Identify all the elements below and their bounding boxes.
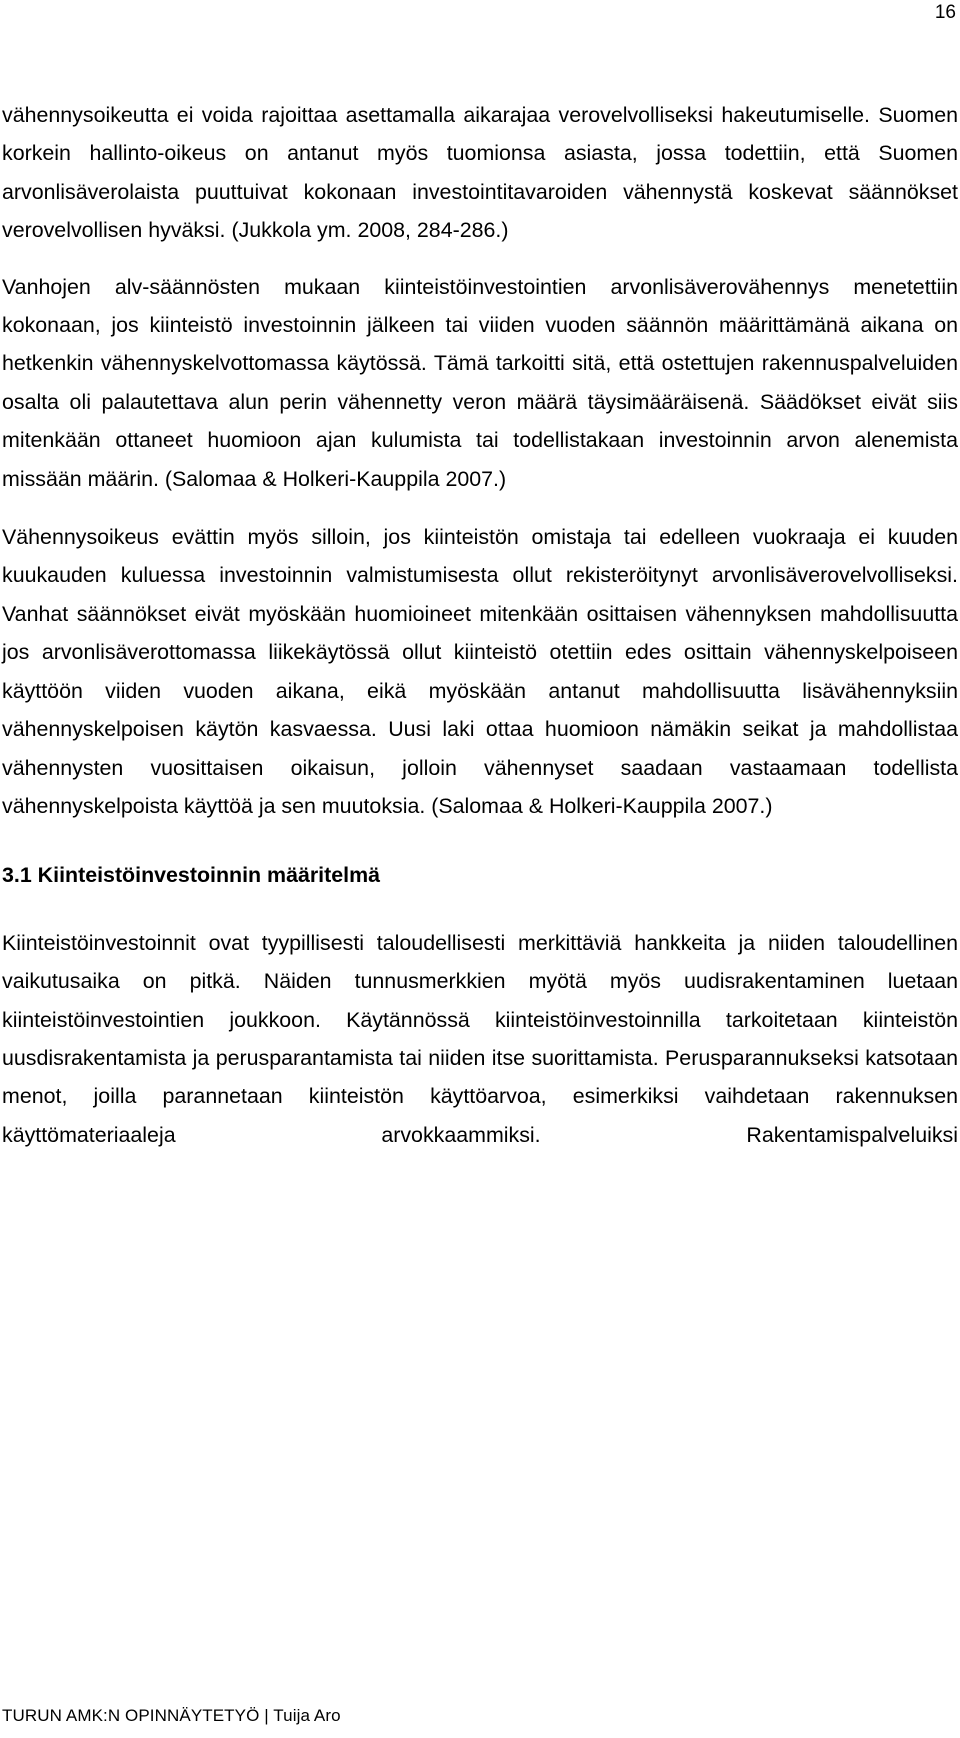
paragraph-1: vähennysoikeutta ei voida rajoittaa asettamalla aikarajaa verovelvolliseksi hakeutumiselle. Suomen korkein hallinto-oikeus on antanut myös tuomionsa asiasta, jossa todettiin, että Suomen arvonlisäverolaista puuttuivat kokonaan investointitavaroiden vähennystä koskevat säännökset verovelvollisen hyväksi. (Jukkola ym. 2008, 284-286.) (2, 103, 958, 243)
document-body (2, 96, 958, 1154)
paragraph-2: Vanhojen alv-säännösten mukaan kiinteistöinvestointien arvonlisäverovähennys menetettiin kokonaan, jos kiinteistö investoinnin jälkeen tai viiden vuoden säännön määrittämänä aikana on hetkenkin vähennyskelvottomassa käytössä. Tämä tarkoitti sitä, että ostettujen rakennuspalveluiden osalta oli palautettava alun perin vähennetty veron määrä täysimääräisenä. Säädökset eivät siis mitenkään ottaneet huomioon ajan kulumista tai todellistakaan investoinnin arvon alenemista missään määrin. (Salomaa & Holkeri-Kauppila 2007.) (2, 274, 958, 491)
paragraph-3: Vähennysoikeus evättin myös silloin, jos kiinteistön omistaja tai edelleen vuokraaja ei kuuden kuukauden kuluessa investoinnin valmistumisesta ollut rekisteröitynyt arvonlisäverovelvolliseksi. Vanhat säännökset eivät myöskään huomioineet mitenkään osittaisen vähennyksen mahdollisuutta jos arvonlisäverottomassa liikekäytössä ollut kiinteistö otettiin edes osittain vähennyskelpoiseen käyttöön viiden vuoden aikana, eikä myöskään antanut mahdollisuutta lisävähennyksiin vähennyskelpoisen käytön kasvaessa. Uusi laki ottaa huomioon nämäkin seikat ja mahdollistaa vähennysten vuosittaisen oikaisun, jolloin vähennyset saadaan vastaamaan todellista vähennyskelpoista käyttöä ja sen muutoksia. (Salomaa & Holkeri-Kauppila 2007.) (2, 525, 958, 818)
section-heading: 3.1 Kiinteistöinvestoinnin määritelmä (2, 863, 381, 888)
page-footer: TURUN AMK:N OPINNÄYTETYÖ | Tuija Aro (2, 1706, 341, 1725)
paragraph-4: Kiinteistöinvestoinnit ovat tyypillisesti taloudellisesti merkittäviä hankkeita ja niiden taloudellinen vaikutusaika on pitkä. Näiden tunnusmerkkien myötä myös uudisrakentaminen luetaan kiinteistöinvestointien joukkoon. Käytännössä kiinteistöinvestoinnilla tarkoitetaan kiinteistön uusdisrakentamista ja perusparantamista tai niiden itse suorittamista. Perusparannukseksi katsotaan menot, joilla parannetaan kiinteistön käyttöarvoa, esimerkiksi vaihdetaan rakennuksen käyttömateriaaleja arvokkaammiksi. Rakentamispalveluiksi (2, 930, 958, 1147)
page-number: 16 (934, 2, 956, 23)
